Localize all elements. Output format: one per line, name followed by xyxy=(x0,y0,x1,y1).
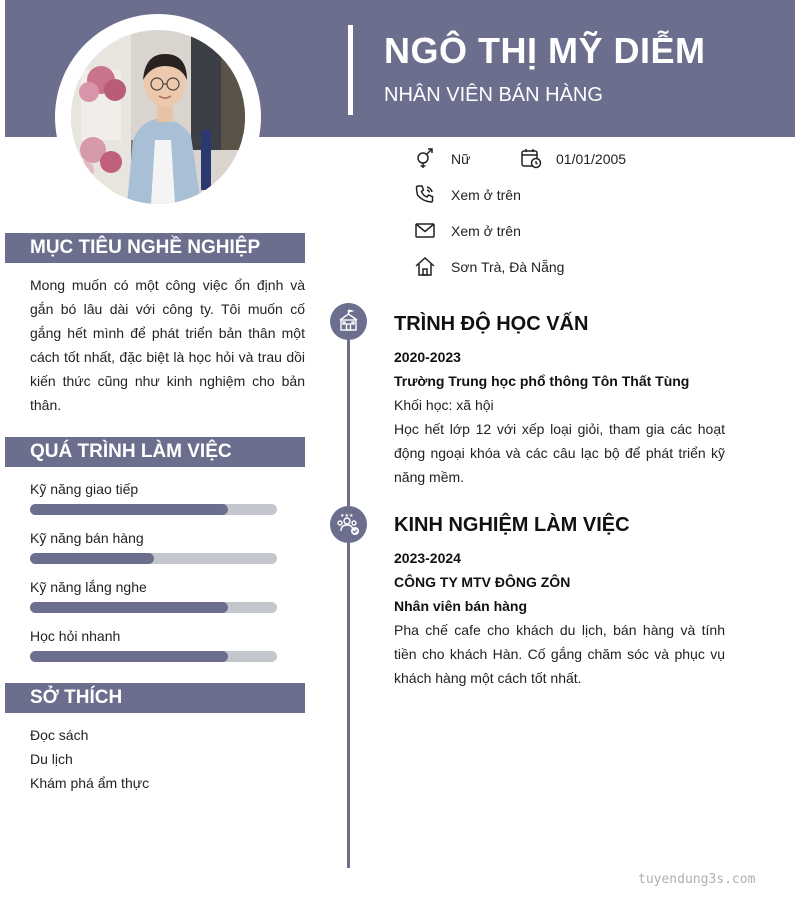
education-heading: TRÌNH ĐỘ HỌC VẤN xyxy=(394,313,589,335)
email-icon xyxy=(414,219,436,241)
skill-bar xyxy=(30,504,277,515)
phone-icon xyxy=(414,183,436,205)
experience-company: CÔNG TY MTV ĐÔNG ZÔN xyxy=(394,574,571,590)
skill-bar-fill xyxy=(30,504,228,515)
phone-value: Xem ở trên xyxy=(451,187,521,203)
skill-label: Kỹ năng bán hàng xyxy=(30,530,144,546)
avatar xyxy=(71,30,245,204)
education-years: 2020-2023 xyxy=(394,349,461,365)
job-title: NHÂN VIÊN BÁN HÀNG xyxy=(384,84,603,106)
skill-label: Học hỏi nhanh xyxy=(30,628,121,644)
experience-description: Pha chế cafe cho khách du lịch, bán hàng và tính tiền cho khách Hàn. Cố gắng chăm sóc và phục vụ khách hàng một cách tốt nhất. xyxy=(394,622,725,686)
objective-heading: MỤC TIÊU NGHỀ NGHIỆP xyxy=(5,233,305,263)
watermark: tuyendung3s.com xyxy=(638,872,756,887)
experience-heading: KINH NGHIỆM LÀM VIỆC xyxy=(394,514,630,536)
skill-bar-fill xyxy=(30,602,228,613)
svg-text:★★★: ★★★ xyxy=(340,513,354,519)
home-icon xyxy=(414,255,436,277)
gender-value: Nữ xyxy=(451,151,471,167)
skill-bar-fill xyxy=(30,651,228,662)
header-divider xyxy=(348,25,353,115)
skill-label: Kỹ năng lắng nghe xyxy=(30,579,147,595)
objective-text: Mong muốn có một công việc ổn định và gắn bó lâu dài với công ty. Tôi muốn cố gắng hết mình để phát triển bản thân một cách tốt nhất, đặc biệt là học hỏi và trau dồi kiến thức cũng như kinh nghiệm cho bản thân. xyxy=(30,277,305,413)
timeline-line xyxy=(347,303,350,868)
skill-label: Kỹ năng giao tiếp xyxy=(30,481,139,497)
education-description: Học hết lớp 12 với xếp loại giỏi, tham gia các hoạt động ngoại khóa và các câu lạc bộ để phát triển kỹ năng mềm. xyxy=(394,421,725,485)
birthday-value: 01/01/2005 xyxy=(556,151,627,167)
experience-years: 2023-2024 xyxy=(394,550,461,566)
hobbies-heading: SỞ THÍCH xyxy=(5,683,305,713)
experience-icon xyxy=(330,506,367,543)
email-value: Xem ở trên xyxy=(451,223,521,239)
education-major: Khối học: xã hội xyxy=(394,397,494,413)
experience-position: Nhân viên bán hàng xyxy=(394,598,528,614)
hobby-item: Đọc sách xyxy=(30,727,89,743)
education-school: Trường Trung học phổ thông Tôn Thất Tùng xyxy=(394,373,690,389)
hobby-item: Khám phá ẩm thực xyxy=(30,775,150,791)
skills-heading: QUÁ TRÌNH LÀM VIỆC xyxy=(5,437,305,467)
candidate-name: NGÔ THỊ MỸ DIỄM xyxy=(384,30,706,71)
skill-bar xyxy=(30,651,277,662)
skill-bar-fill xyxy=(30,553,154,564)
calendar-icon xyxy=(520,147,542,169)
gender-icon xyxy=(414,147,436,169)
school-icon xyxy=(330,303,367,340)
skill-bar xyxy=(30,553,277,564)
skill-bar xyxy=(30,602,277,613)
hobby-item: Du lịch xyxy=(30,751,73,767)
address-value: Sơn Trà, Đà Nẵng xyxy=(451,259,565,275)
